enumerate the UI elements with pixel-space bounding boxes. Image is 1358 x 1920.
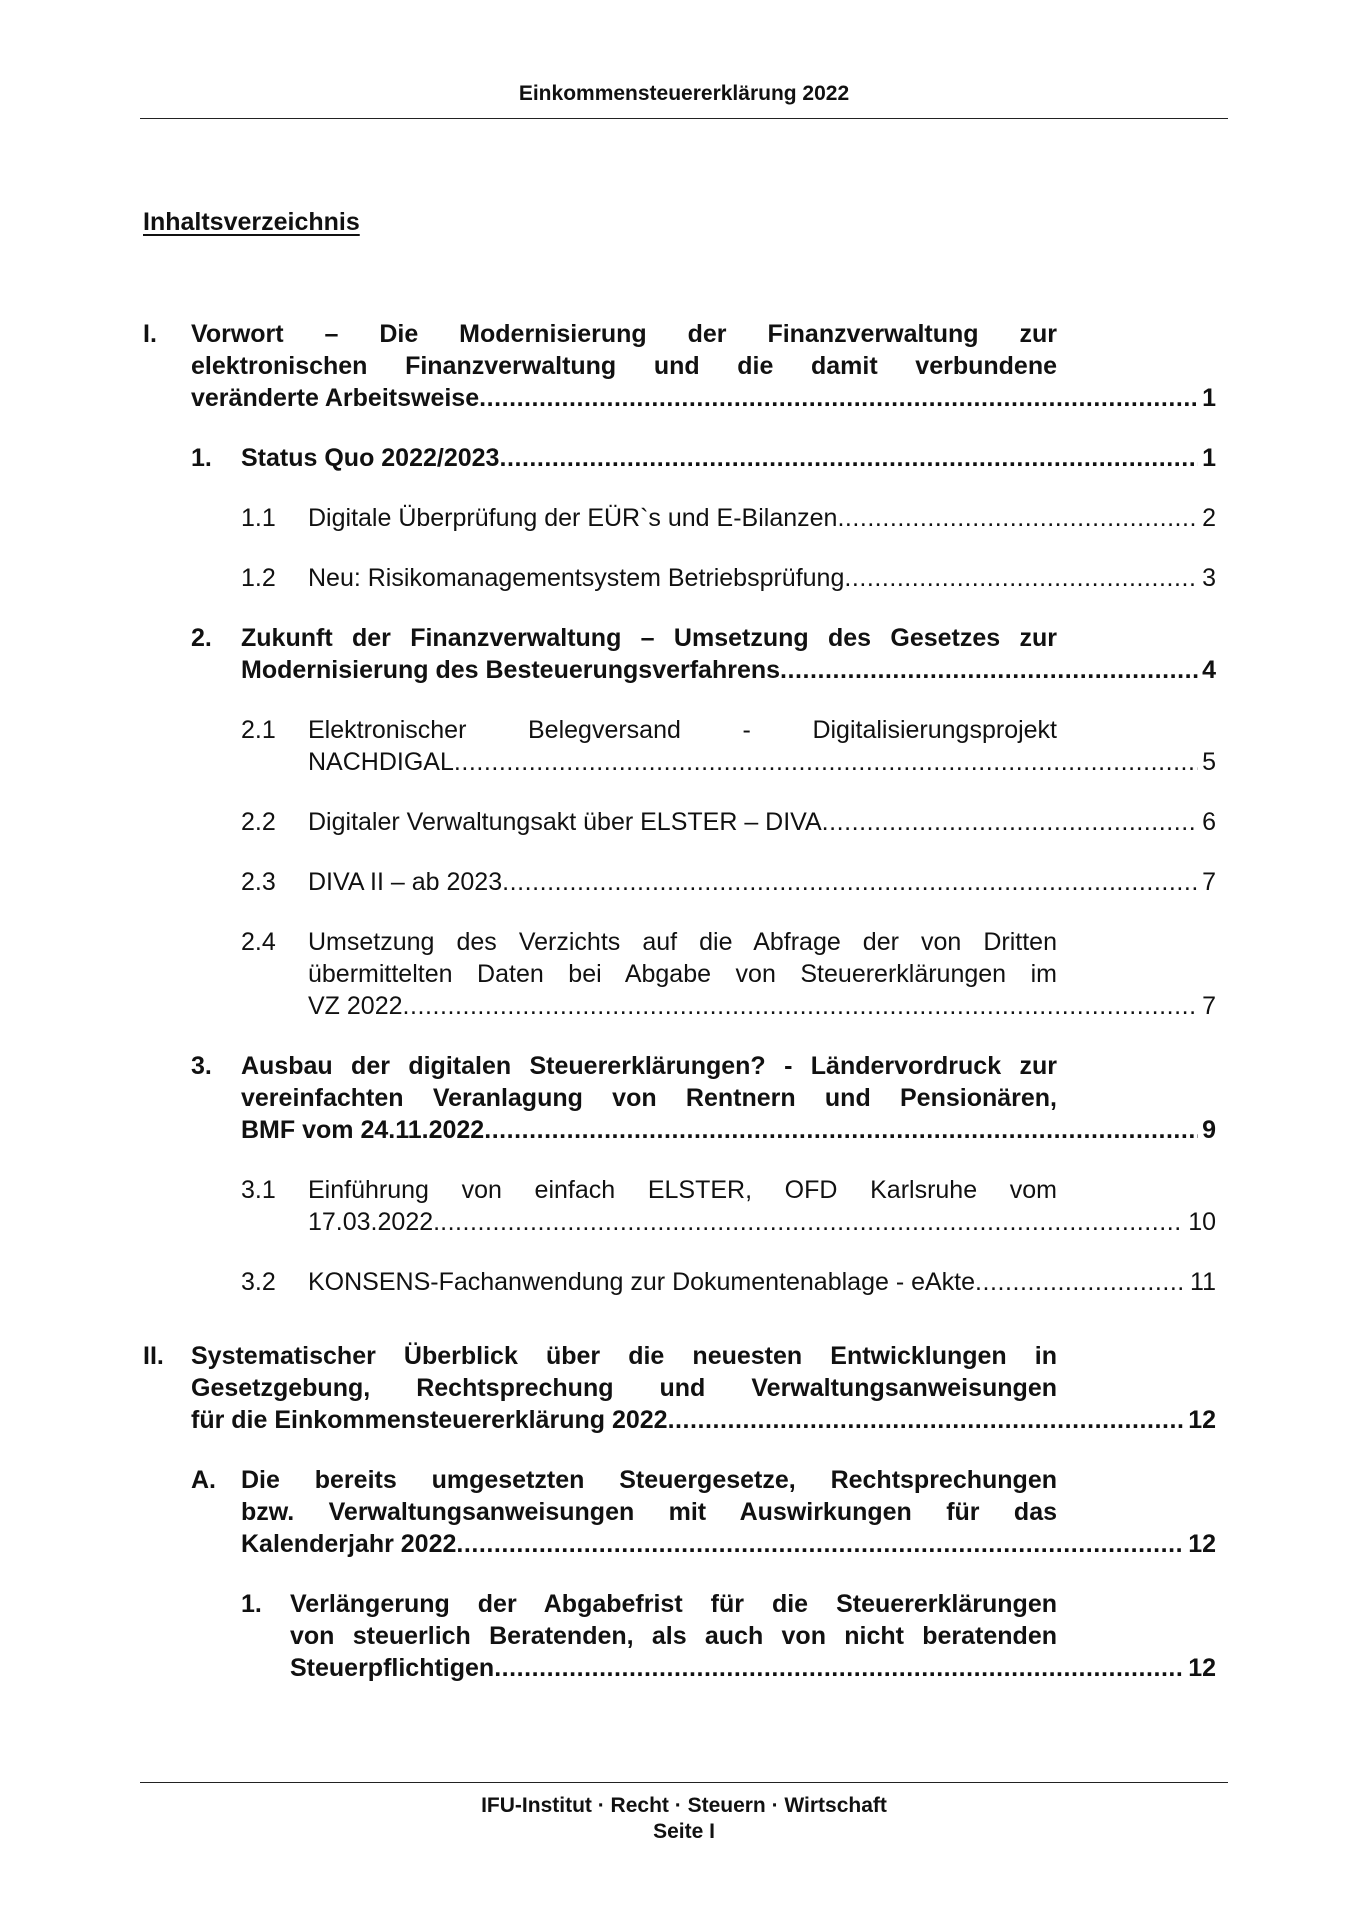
toc-entry-text-line: vereinfachten Veranlagung von Rentnern und Pensionären, — [241, 1084, 1057, 1112]
toc-entry-number: 3. — [191, 1052, 212, 1080]
toc-entry-number: 2.3 — [241, 868, 276, 896]
toc-entry-number: 1.2 — [241, 564, 276, 592]
header-rule — [140, 118, 1228, 119]
footer-rule — [140, 1782, 1228, 1783]
toc-entry — [241, 806, 1216, 838]
toc-leader-dots — [822, 806, 1198, 838]
toc-entry-number: 3.1 — [241, 1176, 276, 1204]
toc-entry-text-line: Verlängerung der Abgabefrist für die Steuererklärungen — [290, 1590, 1057, 1618]
toc-entry — [241, 1588, 1216, 1684]
toc-entry-page-number: 12 — [1188, 1406, 1216, 1434]
toc-leader-dots — [844, 562, 1198, 594]
toc-entry-page-number: 7 — [1202, 992, 1216, 1020]
toc-entry-text-line: BMF vom 24.11.2022 — [241, 1116, 485, 1144]
toc-leader-dots — [440, 1206, 1184, 1238]
toc-leader-dots — [975, 1266, 1186, 1298]
toc-entry-page-number: 12 — [1188, 1654, 1216, 1682]
toc-entry-text-line: Vorwort – Die Modernisierung der Finanzverwaltung zur — [191, 320, 1057, 348]
toc-entry-page-number: 1 — [1202, 384, 1216, 412]
toc-entry-text-line: übermittelten Daten bei Abgabe von Steuererklärungen im — [308, 960, 1057, 988]
footer-institute: IFU-Institut · Recht · Steuern · Wirtschaft — [481, 1794, 887, 1817]
toc-entry-text-line: von steuerlich Beratenden, als auch von nicht beratenden — [290, 1622, 1057, 1650]
toc-entry-text-line: elektronischen Finanzverwaltung und die damit verbundene — [191, 352, 1057, 380]
toc-entry — [241, 562, 1216, 594]
footer-page-number: Seite I — [653, 1820, 715, 1843]
toc-entry — [241, 1266, 1216, 1298]
toc-entry-page-number: 5 — [1202, 748, 1216, 776]
toc-entry-text-line: Digitaler Verwaltungsakt über ELSTER – DIVA — [308, 808, 822, 836]
toc-leader-dots — [454, 746, 1198, 778]
toc-entry-text-line: Status Quo 2022/2023 — [241, 444, 500, 472]
toc-entry-number: 3.2 — [241, 1268, 276, 1296]
toc-entry — [191, 1050, 1216, 1146]
toc-entry-number: II. — [143, 1342, 164, 1370]
toc-entry-text-line: für die Einkommensteuererklärung 2022 — [191, 1406, 668, 1434]
toc-leader-dots — [780, 654, 1198, 686]
toc-entry-page-number: 9 — [1202, 1116, 1216, 1144]
toc-entry — [191, 442, 1216, 474]
toc-entry-number: 2.2 — [241, 808, 276, 836]
toc-entry-page-number: 4 — [1202, 656, 1216, 684]
toc-entry-page-number: 2 — [1202, 504, 1216, 532]
toc-entry — [241, 926, 1216, 1022]
toc-entry-page-number: 6 — [1202, 808, 1216, 836]
toc-entry — [143, 1340, 1216, 1436]
toc-entry — [191, 622, 1216, 686]
toc-entry-text-line: Kalenderjahr 2022 — [241, 1530, 457, 1558]
toc-entry-number: 1.1 — [241, 504, 276, 532]
toc-entry — [241, 1174, 1216, 1238]
toc-entry — [143, 318, 1216, 414]
toc-entry-text-line: NACHDIGAL — [308, 748, 454, 776]
toc-entry-text-line: Die bereits umgesetzten Steuergesetze, Rechtsprechungen — [241, 1466, 1057, 1494]
toc-entry-text-line: Ausbau der digitalen Steuererklärungen? - Ländervordruck zur — [241, 1052, 1057, 1080]
toc-entry-text-line: VZ 2022 — [308, 992, 403, 1020]
toc-entry-text-line: bzw. Verwaltungsanweisungen mit Auswirkungen für das — [241, 1498, 1057, 1526]
toc-entry-number: 1. — [191, 444, 212, 472]
toc-entry-text-line: KONSENS-Fachanwendung zur Dokumentenablage - eAkte — [308, 1268, 976, 1296]
toc-entry-number: 2.1 — [241, 716, 276, 744]
toc-entry-text-line: Modernisierung des Besteuerungsverfahrens — [241, 656, 781, 684]
toc-entry — [241, 714, 1216, 778]
toc-title: Inhaltsverzeichnis — [143, 208, 360, 236]
toc-entry-page-number: 3 — [1202, 564, 1216, 592]
toc-leader-dots — [484, 1114, 1198, 1146]
toc-leader-dots — [668, 1404, 1185, 1436]
toc-leader-dots — [837, 502, 1198, 534]
toc-entry-text-line: veränderte Arbeitsweise — [191, 384, 480, 412]
header-title: Einkommensteuererklärung 2022 — [518, 82, 850, 105]
toc-entry-page-number: 7 — [1202, 868, 1216, 896]
toc-entry-page-number: 12 — [1188, 1530, 1216, 1558]
toc-entry-text-line: Neu: Risikomanagementsystem Betriebsprüfung — [308, 564, 845, 592]
toc-leader-dots — [494, 1652, 1184, 1684]
toc-entry-number: 1. — [241, 1590, 262, 1618]
toc-entry-text-line: 17.03.2022. — [308, 1208, 441, 1236]
toc-leader-dots — [502, 866, 1198, 898]
toc-entry-number: I. — [143, 320, 157, 348]
toc-entry — [241, 502, 1216, 534]
toc-entry-number: A. — [191, 1466, 216, 1494]
toc-entry — [191, 1464, 1216, 1560]
toc-entry-text-line: Elektronischer Belegversand - Digitalisierungsprojekt — [308, 716, 1057, 744]
toc-leader-dots — [456, 1528, 1184, 1560]
toc-entry-text-line: Systematischer Überblick über die neuesten Entwicklungen in — [191, 1342, 1057, 1370]
toc-entry-text-line: Digitale Überprüfung der EÜR`s und E-Bilanzen — [308, 504, 838, 532]
toc-entry-number: 2. — [191, 624, 212, 652]
toc-entry-page-number: 1 — [1202, 444, 1216, 472]
toc-entry — [241, 866, 1216, 898]
toc-entry-text-line: Zukunft der Finanzverwaltung – Umsetzung des Gesetzes zur — [241, 624, 1057, 652]
toc-entry-number: 2.4 — [241, 928, 276, 956]
toc-entry-page-number: 10 — [1188, 1208, 1216, 1236]
toc-leader-dots — [403, 990, 1199, 1022]
toc-entry-text-line: Umsetzung des Verzichts auf die Abfrage der von Dritten — [308, 928, 1057, 956]
toc-leader-dots — [499, 442, 1198, 474]
toc-entry-text-line: Steuerpflichtigen — [290, 1654, 495, 1682]
toc-entry-text-line: Gesetzgebung, Rechtsprechung und Verwaltungsanweisungen — [191, 1374, 1057, 1402]
toc-leader-dots — [479, 382, 1198, 414]
toc-entry-text-line: DIVA II – ab 2023 — [308, 868, 503, 896]
toc-entry-text-line: Einführung von einfach ELSTER, OFD Karlsruhe vom — [308, 1176, 1057, 1204]
toc-entry-page-number: 11 — [1190, 1268, 1216, 1296]
